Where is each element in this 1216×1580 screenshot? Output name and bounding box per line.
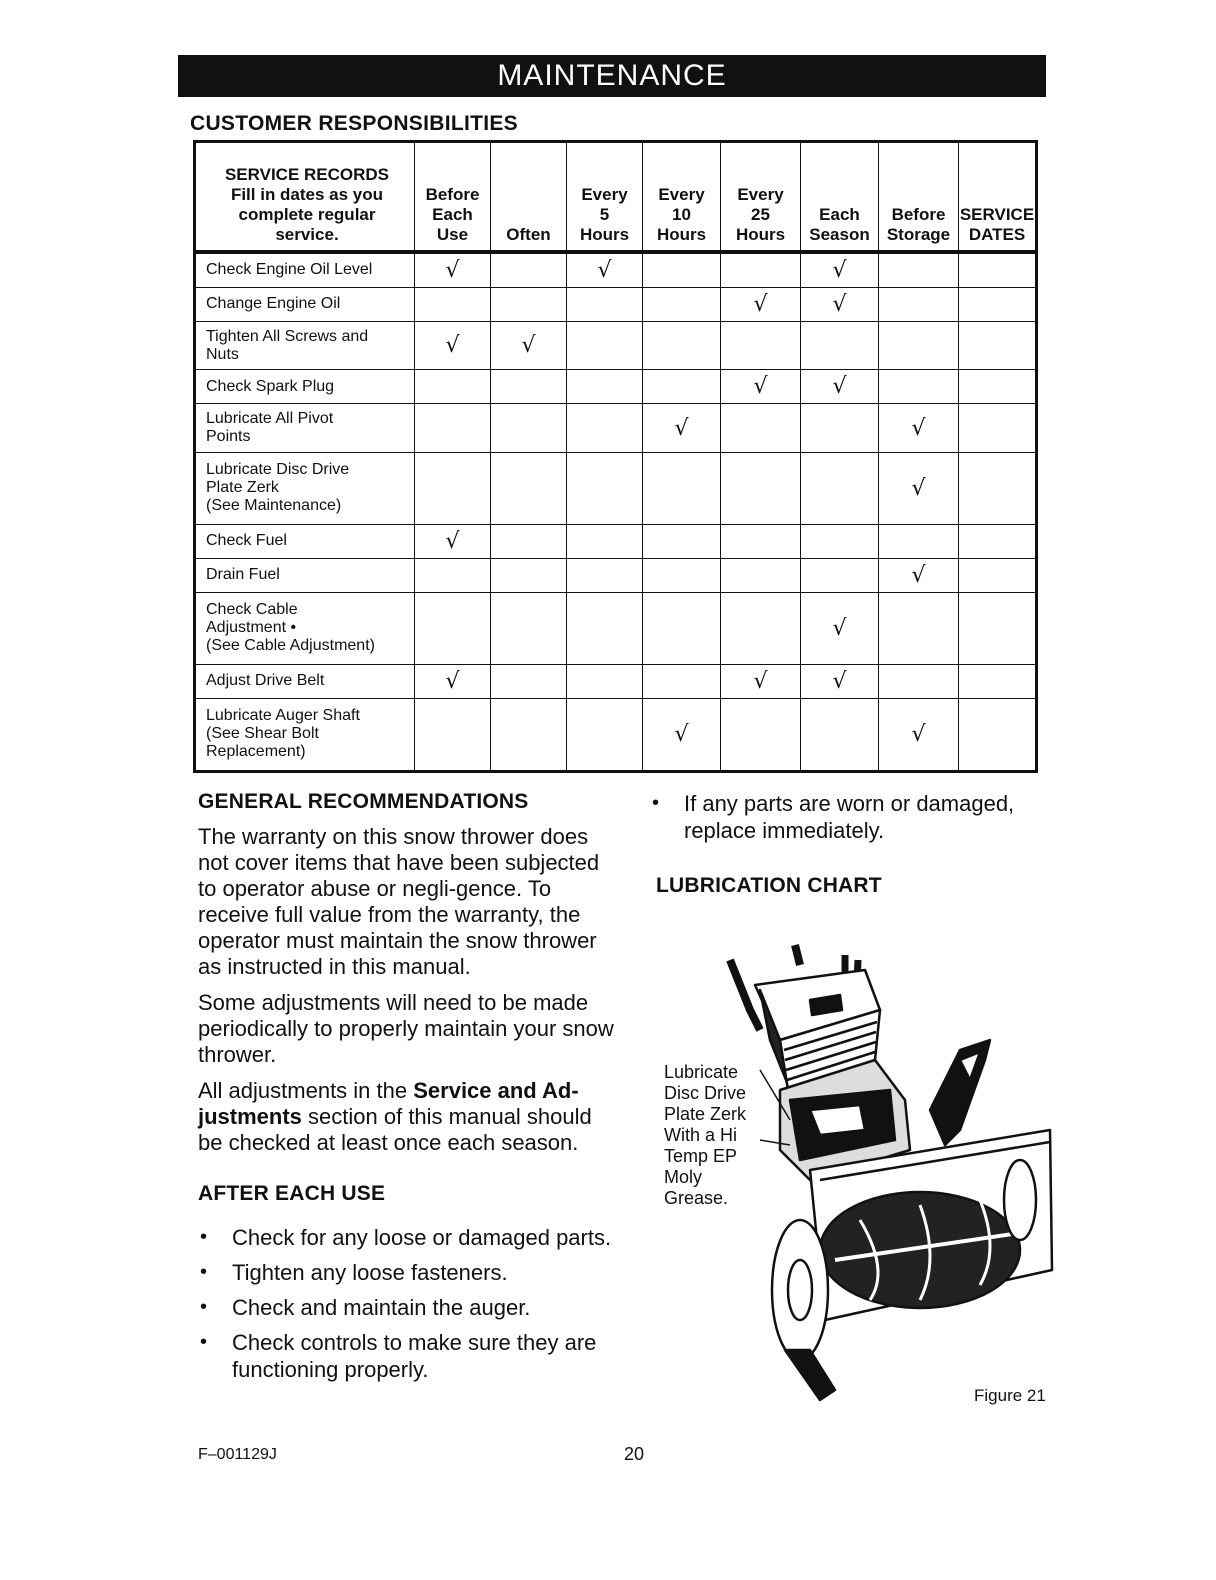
page-number: 20 — [624, 1444, 645, 1464]
figure-label: Figure 21 — [974, 1386, 1046, 1405]
empty-cell — [491, 452, 567, 524]
task-line: Lubricate Disc Drive — [206, 461, 350, 479]
check-mark-icon: √ — [879, 698, 959, 771]
bullet-icon: • — [200, 1331, 208, 1353]
header-line: Season — [809, 224, 870, 244]
after-use-list — [198, 1224, 618, 1383]
task-line: Lubricate All Pivot — [206, 410, 334, 428]
empty-cell — [879, 524, 959, 558]
list-item: • Check for any loose or damaged parts. — [200, 1225, 612, 1250]
bullet-icon: • — [200, 1226, 208, 1248]
bullet-icon: • — [200, 1261, 208, 1283]
callout-line: Disc Drive — [664, 1083, 747, 1103]
table-row — [195, 452, 1037, 524]
empty-cell — [491, 664, 567, 698]
empty-cell — [959, 664, 1037, 698]
table-row — [195, 404, 1037, 452]
check-mark-icon: √ — [879, 452, 959, 524]
task-line: Plate Zerk — [206, 479, 279, 497]
header-line: Use — [436, 224, 469, 244]
task-cell — [195, 321, 415, 369]
empty-cell — [959, 370, 1037, 404]
empty-cell — [491, 404, 567, 452]
task-line: Points — [206, 428, 251, 446]
empty-cell — [567, 321, 643, 369]
document-code: F–001129J — [198, 1446, 277, 1463]
empty-cell — [879, 370, 959, 404]
table-row — [195, 252, 1037, 288]
empty-cell — [567, 698, 643, 771]
empty-cell — [643, 321, 721, 369]
header-line: Before — [425, 184, 480, 204]
empty-cell — [567, 370, 643, 404]
header-line: Hours — [735, 224, 786, 244]
header-line: SERVICE RECORDS — [224, 164, 390, 184]
lubricate-callout — [664, 1062, 746, 1209]
task-line: Change Engine Oil — [206, 295, 341, 313]
callout-line: Moly — [664, 1167, 703, 1187]
task-line: Adjustment • — [206, 619, 297, 637]
header-line: Each — [819, 204, 860, 224]
empty-cell — [879, 321, 959, 369]
empty-cell — [879, 592, 959, 664]
empty-cell — [567, 524, 643, 558]
after-each-use-heading: AFTER EACH USE — [198, 1182, 386, 1205]
empty-cell — [801, 698, 879, 771]
task-line: (See Shear Bolt — [206, 725, 319, 743]
empty-cell — [801, 404, 879, 452]
list-item: • Check and maintain the auger. — [200, 1295, 531, 1320]
empty-cell — [643, 252, 721, 288]
header-line: complete regular — [238, 204, 376, 224]
header-line: Before — [891, 204, 946, 224]
check-mark-icon: √ — [801, 252, 879, 288]
empty-cell — [567, 404, 643, 452]
empty-cell — [491, 698, 567, 771]
header-column-4 — [721, 142, 801, 252]
warranty-paragraph: The warranty on this snow thrower does not cover items that have been subjected to operator abuse or negli-gence. To receive full value from the warranty, the operator must maintain the snow thrower as instructed in this manual. — [198, 824, 600, 979]
check-mark-icon: √ — [567, 252, 643, 288]
callout-line: Lubricate — [664, 1062, 739, 1082]
check-mark-icon: √ — [415, 664, 491, 698]
empty-cell — [801, 321, 879, 369]
task-line: Replacement) — [206, 743, 306, 761]
header-column-0 — [415, 142, 491, 252]
check-mark-icon: √ — [643, 698, 721, 771]
check-mark-icon: √ — [415, 252, 491, 288]
empty-cell — [567, 452, 643, 524]
task-line: Lubricate Auger Shaft — [206, 707, 360, 725]
header-line: Often — [506, 224, 551, 244]
check-mark-icon: √ — [801, 287, 879, 321]
header-line: DATES — [968, 224, 1026, 244]
p3-after: section of this manual should be checked at least once each season. — [198, 1104, 592, 1155]
parts-list — [650, 790, 1070, 844]
empty-cell — [801, 524, 879, 558]
header-column-7 — [959, 142, 1037, 252]
empty-cell — [643, 524, 721, 558]
task-line: (See Cable Adjustment) — [206, 637, 375, 655]
header-column-6 — [879, 142, 959, 252]
header-column-2 — [567, 142, 643, 252]
header-service-records — [195, 142, 415, 252]
table-row — [195, 698, 1037, 771]
task-cell — [195, 452, 415, 524]
table-row — [195, 524, 1037, 558]
empty-cell — [959, 287, 1037, 321]
check-mark-icon: √ — [879, 558, 959, 592]
service-records-table — [193, 140, 1038, 773]
bullet-icon: • — [200, 1296, 208, 1318]
header-column-5 — [801, 142, 879, 252]
task-line: Check Cable — [206, 601, 298, 619]
header-line: service. — [275, 224, 339, 244]
header-line: Every — [581, 184, 628, 204]
header-line: SERVICE — [959, 204, 1035, 224]
table-row — [195, 592, 1037, 664]
empty-cell — [721, 524, 801, 558]
page-banner: MAINTENANCE — [178, 55, 1046, 97]
p3-before: All adjustments in the — [198, 1078, 414, 1103]
empty-cell — [721, 592, 801, 664]
check-mark-icon: √ — [801, 592, 879, 664]
header-column-1 — [491, 142, 567, 252]
check-mark-icon: √ — [491, 321, 567, 369]
empty-cell — [415, 287, 491, 321]
empty-cell — [959, 592, 1037, 664]
section-title: CUSTOMER RESPONSIBILITIES — [190, 112, 518, 135]
empty-cell — [959, 321, 1037, 369]
task-cell — [195, 698, 415, 771]
table-row — [195, 321, 1037, 369]
list-item: • Tighten any loose fasteners. — [200, 1260, 508, 1285]
task-line: Check Engine Oil Level — [206, 261, 373, 279]
list-item: • If any parts are worn or damaged, replace immediately. — [652, 791, 1015, 843]
empty-cell — [415, 558, 491, 592]
empty-cell — [959, 452, 1037, 524]
list-item: • Check controls to make sure they are functioning properly. — [200, 1330, 597, 1382]
empty-cell — [959, 404, 1037, 452]
table-row — [195, 370, 1037, 404]
task-cell — [195, 287, 415, 321]
task-line: Drain Fuel — [206, 566, 280, 584]
empty-cell — [567, 558, 643, 592]
header-line: Storage — [886, 224, 951, 244]
check-mark-icon: √ — [801, 664, 879, 698]
empty-cell — [721, 558, 801, 592]
header-line: Hours — [656, 224, 707, 244]
empty-cell — [643, 287, 721, 321]
check-mark-icon: √ — [415, 321, 491, 369]
empty-cell — [491, 558, 567, 592]
empty-cell — [643, 664, 721, 698]
empty-cell — [959, 252, 1037, 288]
task-cell — [195, 370, 415, 404]
empty-cell — [491, 524, 567, 558]
empty-cell — [721, 252, 801, 288]
empty-cell — [643, 452, 721, 524]
service-adjustments-paragraph — [198, 1078, 618, 1156]
table-row — [195, 287, 1037, 321]
lubrication-chart-heading: LUBRICATION CHART — [656, 874, 882, 897]
general-recommendations-heading: GENERAL RECOMMENDATIONS — [198, 790, 529, 813]
check-mark-icon: √ — [801, 370, 879, 404]
empty-cell — [491, 252, 567, 288]
empty-cell — [415, 370, 491, 404]
empty-cell — [643, 558, 721, 592]
callout-line: With a Hi — [664, 1125, 738, 1145]
header-line: Hours — [579, 224, 630, 244]
empty-cell — [721, 452, 801, 524]
callout-line: Plate Zerk — [664, 1104, 747, 1124]
task-cell — [195, 404, 415, 452]
task-line: Adjust Drive Belt — [206, 672, 325, 690]
table-row — [195, 664, 1037, 698]
check-mark-icon: √ — [721, 287, 801, 321]
empty-cell — [415, 452, 491, 524]
empty-cell — [721, 404, 801, 452]
empty-cell — [567, 664, 643, 698]
header-line: Every — [658, 184, 705, 204]
callout-line: Temp EP — [664, 1146, 738, 1166]
task-cell — [195, 592, 415, 664]
check-mark-icon: √ — [721, 664, 801, 698]
empty-cell — [567, 287, 643, 321]
empty-cell — [415, 404, 491, 452]
empty-cell — [415, 698, 491, 771]
header-line: 10 — [672, 204, 691, 224]
header-line: 5 — [599, 204, 610, 224]
task-cell — [195, 252, 415, 288]
check-mark-icon: √ — [721, 370, 801, 404]
adjustments-paragraph: Some adjustments will need to be made periodically to properly maintain your snow thrower. — [198, 990, 614, 1067]
header-line: Each — [432, 204, 473, 224]
task-cell — [195, 664, 415, 698]
empty-cell — [491, 287, 567, 321]
callout-line: Grease. — [664, 1188, 729, 1208]
check-mark-icon: √ — [415, 524, 491, 558]
empty-cell — [721, 698, 801, 771]
empty-cell — [721, 321, 801, 369]
empty-cell — [801, 558, 879, 592]
empty-cell — [491, 370, 567, 404]
task-line: Check Spark Plug — [206, 377, 335, 395]
empty-cell — [959, 698, 1037, 771]
table-row — [195, 558, 1037, 592]
empty-cell — [643, 592, 721, 664]
check-mark-icon: √ — [643, 404, 721, 452]
empty-cell — [879, 252, 959, 288]
header-line: Fill in dates as you — [230, 184, 384, 204]
task-cell — [195, 558, 415, 592]
empty-cell — [567, 592, 643, 664]
check-mark-icon: √ — [879, 404, 959, 452]
empty-cell — [415, 592, 491, 664]
empty-cell — [959, 524, 1037, 558]
empty-cell — [491, 592, 567, 664]
table-header-row — [195, 142, 1037, 252]
empty-cell — [879, 287, 959, 321]
empty-cell — [959, 558, 1037, 592]
empty-cell — [801, 452, 879, 524]
empty-cell — [643, 370, 721, 404]
task-line: Tighten All Screws and — [206, 327, 369, 345]
left-column — [198, 790, 618, 1383]
right-column — [650, 790, 1070, 898]
task-line: Nuts — [206, 345, 239, 363]
bullet-icon: • — [652, 792, 660, 814]
task-line: (See Maintenance) — [206, 497, 342, 515]
header-column-3 — [643, 142, 721, 252]
p3-bold: Service and Ad-justments — [198, 1078, 579, 1129]
header-line: Every — [737, 184, 784, 204]
header-line: 25 — [751, 204, 770, 224]
task-cell — [195, 524, 415, 558]
empty-cell — [879, 664, 959, 698]
task-line: Check Fuel — [206, 532, 287, 550]
